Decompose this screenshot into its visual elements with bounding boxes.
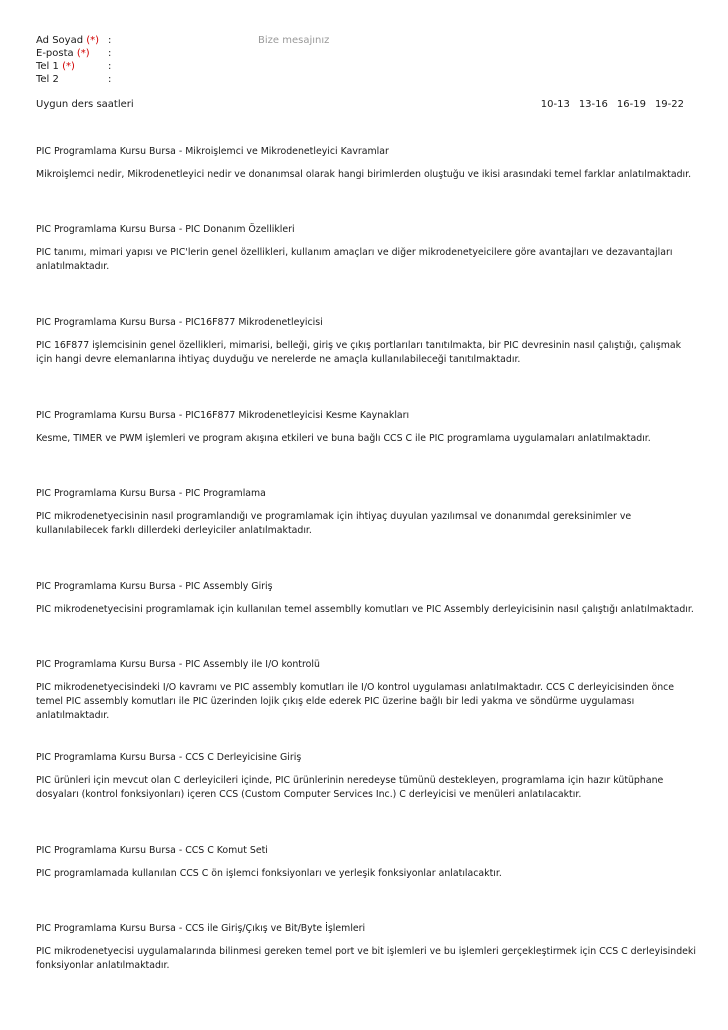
- course-section: [36, 658, 696, 751]
- hour-option-10-13[interactable]: 10-13: [540, 99, 570, 110]
- phone1-label: [36, 60, 75, 73]
- message-textarea[interactable]: Bize mesajınız: [258, 35, 330, 46]
- section-description: PIC mikrodenetyecisi uygulamalarında bilinmesi gereken temel port ve bit işlemleri ve bu işlemleri gerçekleştirmek için CCS C derleyisindeki fonksiyonlar anlatılmaktadır.: [36, 946, 696, 971]
- section-title: PIC Programlama Kursu Bursa - Mikroişlemci ve Mikrodenetleyici Kavramlar: [36, 146, 389, 157]
- section-title: PIC Programlama Kursu Bursa - PIC16F877 Mikrodenetleyicisi: [36, 317, 323, 328]
- section-title: PIC Programlama Kursu Bursa - PIC Programlama: [36, 488, 266, 499]
- course-section: [36, 580, 696, 658]
- phone2-field-row: [36, 73, 696, 86]
- section-description: PIC mikrodenetyecisindeki I/O kavramı ve PIC assembly komutları ile I/O kontrol uygulaması anlatılmaktadır. CCS C derleyicisinden önce temel PIC assembly komutları ile PIC üzerinden lojik çıkış elde ederek PIC üzerine bağlı bir ledi yakma ve söndürme uygulaması anlatılmaktadır.: [36, 682, 675, 721]
- section-title: PIC Programlama Kursu Bursa - CCS ile Giriş/Çıkış ve Bit/Byte İşlemleri: [36, 923, 366, 934]
- name-input[interactable]: :: [108, 35, 112, 46]
- lesson-hours-label: Uygun ders saatleri: [36, 99, 134, 110]
- section-description: PIC 16F877 işlemcisinin genel özellikleri, mimarisi, belleği, giriş ve çıkış portlarıları tanıtılmakta, bir PIC devresinin nasıl çalıştığı, çalışmak için hangi devre elemanlarına ihtiyaç duyduğu ve nerelerde ne amaçla kullanılabileceği tanıtılmaktadır.: [36, 340, 682, 365]
- phone1-field-row: [36, 60, 696, 73]
- phone1-label-text: Tel 1: [36, 61, 59, 72]
- course-sections: [36, 145, 696, 1015]
- email-label: [36, 47, 90, 60]
- name-label: [36, 34, 99, 47]
- section-title: PIC Programlama Kursu Bursa - CCS C Derleyicisine Giriş: [36, 752, 302, 763]
- phone2-label-text: Tel 2: [36, 74, 59, 85]
- course-section: [36, 487, 696, 580]
- section-description: PIC tanımı, mimari yapısı ve PIC'lerin genel özellikleri, kullanım amaçları ve diğer mikrodenetyeicilere göre avantajları ve dezavantajları anlatılmaktadır.: [36, 247, 673, 272]
- section-title: PIC Programlama Kursu Bursa - PIC Donanım Özellikleri: [36, 224, 295, 235]
- required-marker: (*): [86, 35, 100, 46]
- hour-option-19-22[interactable]: 19-22: [654, 99, 684, 110]
- course-section: [36, 409, 696, 487]
- section-title: PIC Programlama Kursu Bursa - PIC Assembly Giriş: [36, 581, 273, 592]
- email-input[interactable]: :: [108, 48, 112, 59]
- section-description: Mikroişlemci nedir, Mikrodenetleyici nedir ve donanımsal olarak hangi birimlerden oluştuğu ve ikisi arasındaki temel farklar anlatılmaktadır.: [36, 169, 692, 180]
- section-description: PIC mikrodenetyecisini programlamak için kullanılan temel assemblly komutları ve PIC Assembly derleyicisinin nasıl çalıştığı anlatılmaktadır.: [36, 604, 694, 615]
- section-description: PIC programlamada kullanılan CCS C ön işlemci fonksiyonları ve yerleşik fonksiyonlar anlatılacaktır.: [36, 868, 502, 879]
- name-label-text: Ad Soyad: [36, 35, 84, 46]
- phone2-input[interactable]: :: [108, 74, 112, 85]
- lesson-hours-row: [36, 98, 696, 111]
- course-section: [36, 223, 696, 316]
- hour-option-16-19[interactable]: 16-19: [616, 99, 646, 110]
- course-section: [36, 145, 696, 223]
- email-field-row: [36, 47, 696, 60]
- section-title: PIC Programlama Kursu Bursa - CCS C Komut Seti: [36, 845, 268, 856]
- contact-form: [36, 34, 696, 86]
- phone2-label: [36, 73, 59, 86]
- phone1-input[interactable]: :: [108, 61, 112, 72]
- hour-options: [532, 98, 684, 111]
- name-field-row: [36, 34, 696, 47]
- course-section: [36, 316, 696, 409]
- section-description: Kesme, TIMER ve PWM işlemleri ve program akışına etkileri ve buna bağlı CCS C ile PIC programlama uygulamaları anlatılmaktadır.: [36, 433, 651, 444]
- section-description: PIC mikrodenetyecisinin nasıl programlandığı ve programlamak için ihtiyaç duyulan yazılımsal ve donanımdal gereksinimler ve kullanılabilecek farklı dillerdeki derleyiciler anlatılmaktadır.: [36, 511, 632, 536]
- course-section: [36, 922, 696, 1015]
- course-section: [36, 751, 696, 844]
- course-section: [36, 844, 696, 922]
- required-marker: (*): [76, 48, 90, 59]
- email-label-text: E-posta: [36, 48, 74, 59]
- section-title: PIC Programlama Kursu Bursa - PIC Assembly ile I/O kontrolü: [36, 659, 320, 670]
- section-description: PIC ürünleri için mevcut olan C derleyicileri içinde, PIC ürünlerinin neredeyse tümünü destekleyen, programlama için hazır kütüphane dosyaları (kontrol fonksiyonları) içeren CCS (Custom Computer Services Inc.) C derleyicisi ve menüleri anlatılacaktır.: [36, 775, 664, 800]
- hour-option-13-16[interactable]: 13-16: [578, 99, 608, 110]
- required-marker: (*): [62, 61, 75, 72]
- section-title: PIC Programlama Kursu Bursa - PIC16F877 Mikrodenetleyicisi Kesme Kaynakları: [36, 410, 410, 421]
